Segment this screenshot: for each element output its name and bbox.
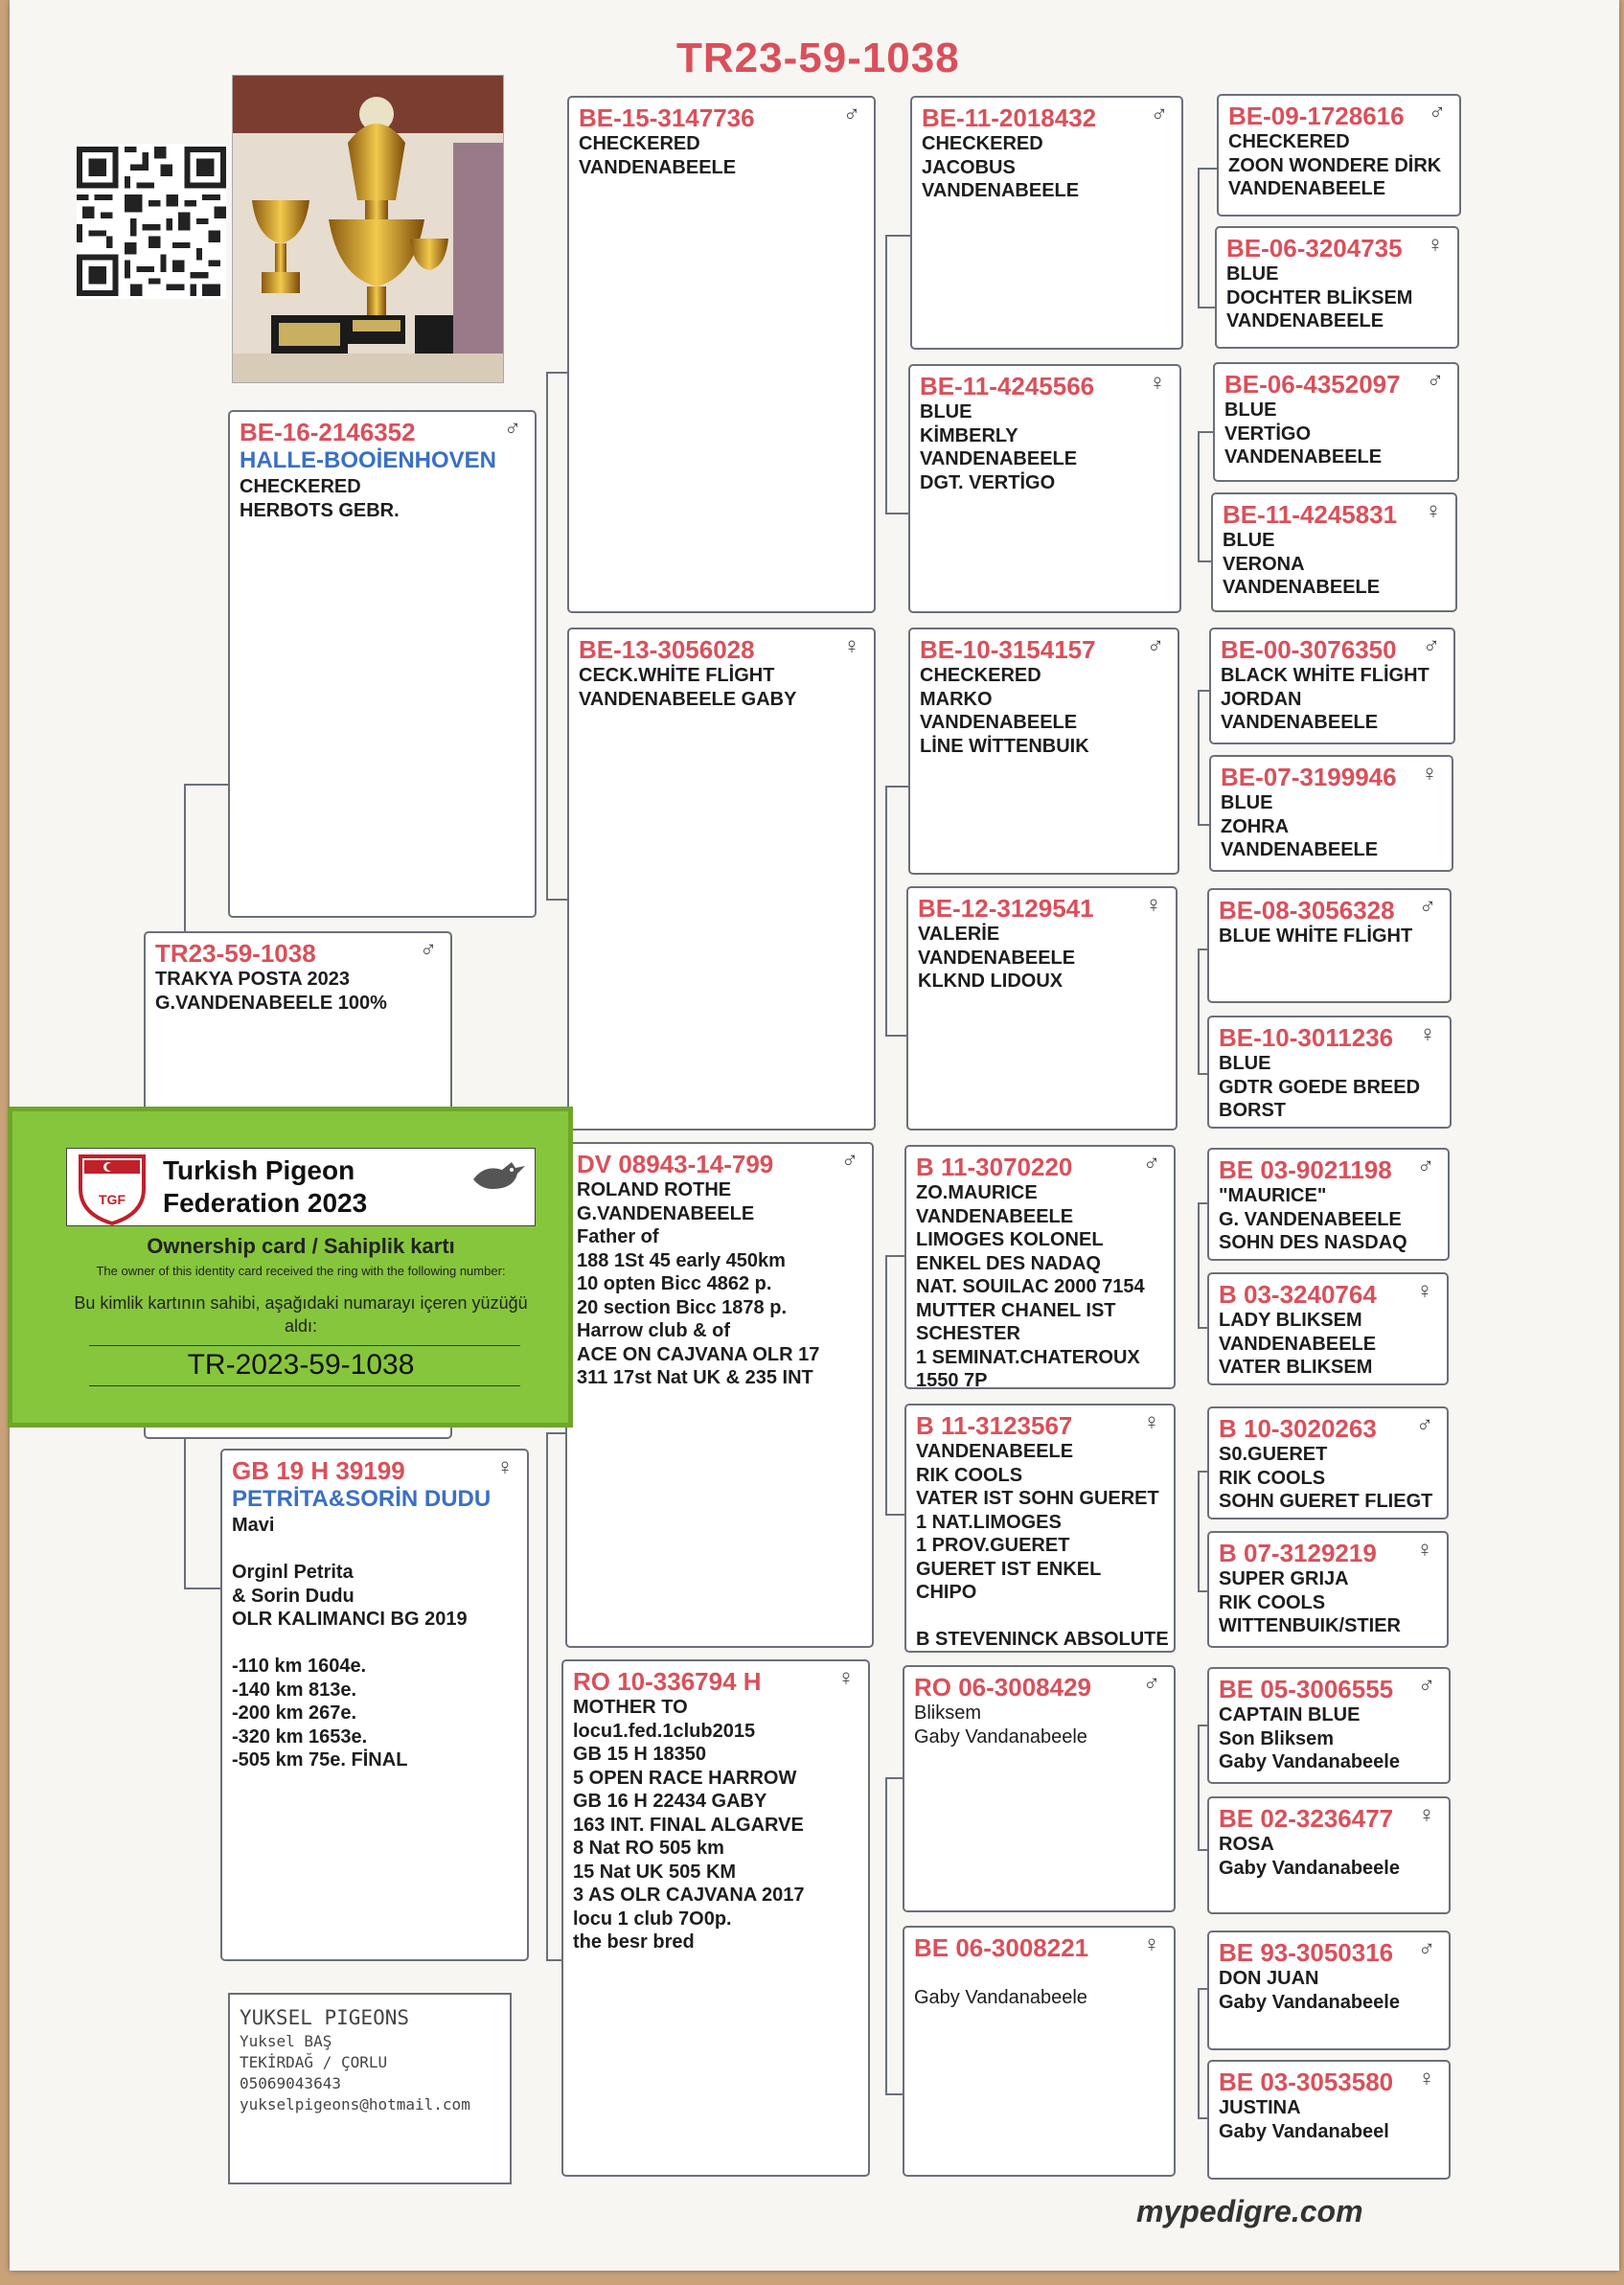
pigeon-card-gen3[interactable]	[908, 364, 1181, 613]
pigeon-card-gen4[interactable]	[1209, 755, 1453, 872]
pigeon-name: PETRİTA&SORİN DUDU	[232, 1486, 492, 1512]
male-icon: ♂	[1418, 1673, 1435, 1699]
pigeon-info: SOHN DES NASDAQ	[1219, 1232, 1407, 1253]
pigeon-info: LADY BLIKSEM	[1219, 1310, 1362, 1331]
pigeon-info: -505 km 75e. FİNAL	[232, 1749, 408, 1771]
ring-number: BE-09-1728616	[1228, 102, 1405, 130]
pigeon-card-gen2[interactable]	[567, 96, 876, 613]
pigeon-info: 1550 7P	[916, 1370, 988, 1389]
female-icon: ♀	[1149, 370, 1166, 396]
pigeon-card-gen4[interactable]	[1207, 1272, 1449, 1385]
ring-number: DV 08943-14-799	[577, 1150, 774, 1178]
pigeon-info: Harrow club & of	[577, 1320, 731, 1341]
ring-number: BE-10-3011236	[1219, 1023, 1394, 1052]
pigeon-info: JORDAN	[1221, 688, 1302, 710]
ownership-ring-number: TR-2023-59-1038	[187, 1349, 415, 1381]
pigeon-card-gen3[interactable]	[903, 1926, 1176, 2177]
pigeon-info: GDTR GOEDE BREED	[1219, 1076, 1421, 1098]
pigeon-info: 188 1St 45 early 450km	[577, 1249, 786, 1271]
pigeon-card-dam[interactable]	[220, 1449, 529, 1961]
breeder-line: Yuksel BAŞ	[240, 2032, 332, 2050]
pigeon-info: VANDENABEELE	[920, 712, 1078, 733]
pigeon-icon	[469, 1156, 527, 1195]
male-icon: ♂	[1147, 633, 1164, 659]
breeder-info	[228, 1993, 512, 2184]
trophy-photo	[232, 75, 504, 383]
pigeon-info: 8 Nat RO 505 km	[573, 1838, 724, 1859]
pigeon-info: VANDENABEELE	[922, 180, 1080, 201]
ownership-note-tr: Bu kimlik kartının sahibi, aşağıdaki numarayı içeren yüzüğü aldı:	[74, 1293, 528, 1336]
pigeon-info: VANDENABEELE	[1226, 310, 1384, 331]
ring-number: BE-10-3154157	[920, 635, 1096, 664]
pigeon-info: B STEVENINCK ABSOLUTE	[916, 1629, 1169, 1650]
pigeon-info: BLUE	[1221, 792, 1273, 813]
pigeon-card-gen4[interactable]	[1207, 1148, 1450, 1261]
ring-number: B 07-3129219	[1219, 1539, 1377, 1567]
pigeon-card-sire[interactable]	[228, 410, 537, 918]
federation-name	[163, 1154, 367, 1220]
pigeon-info: VANDENABEELE	[918, 947, 1076, 969]
breeder-line: yukselpigeons@hotmail.com	[240, 2095, 470, 2114]
pigeon-card-gen4[interactable]	[1209, 628, 1455, 744]
pigeon-info: ZOON WONDERE DİRK	[1228, 154, 1442, 176]
male-icon: ♂	[1416, 1412, 1433, 1438]
female-icon: ♀	[843, 633, 860, 659]
pigeon-info	[232, 1538, 517, 1562]
pigeon-info: DOCHTER BLİKSEM	[1226, 286, 1413, 308]
female-icon: ♀	[496, 1454, 514, 1480]
pigeon-card-gen3[interactable]	[903, 1665, 1176, 1912]
pigeon-info: VANDENABEELE	[916, 1441, 1074, 1462]
pigeon-info: VATER IST SOHN GUERET	[916, 1488, 1159, 1509]
pigeon-info: CHIPO	[916, 1582, 977, 1603]
ring-number: BE-12-3129541	[918, 894, 1094, 923]
pigeon-info: GB 15 H 18350	[573, 1744, 706, 1765]
pigeon-info: VATER BLIKSEM	[1219, 1357, 1373, 1378]
pigeon-card-gen4[interactable]	[1207, 1931, 1451, 2050]
pigeon-info: RIK COOLS	[916, 1464, 1023, 1486]
male-icon: ♂	[843, 102, 860, 127]
pigeon-card-gen4[interactable]	[1211, 492, 1457, 612]
pigeon-info: VANDENABEELE	[916, 1205, 1074, 1227]
pigeon-info: ROLAND ROTHE	[577, 1179, 732, 1200]
ring-number: BE-13-3056028	[579, 635, 755, 664]
male-icon: ♂	[1419, 894, 1436, 920]
pigeon-info: VANDENABEELE	[1221, 712, 1379, 733]
ownership-heading: Ownership card / Sahiplik kartı	[147, 1234, 455, 1258]
pigeon-info: TRAKYA POSTA 2023	[155, 969, 351, 990]
pigeon-name: HALLE-BOOİENHOVEN	[240, 447, 497, 473]
pigeon-info: RIK COOLS	[1219, 1591, 1326, 1613]
pigeon-info: VANDENABEELE GABY	[579, 688, 797, 710]
pigeon-info: KLKND LIDOUX	[918, 971, 1064, 992]
pigeon-info: Father of	[577, 1226, 659, 1247]
page-title: TR23-59-1038	[676, 34, 960, 81]
pigeon-info: VERTİGO	[1224, 423, 1312, 445]
pigeon-info: "MAURICE"	[1219, 1185, 1327, 1206]
male-icon: ♂	[1417, 1154, 1434, 1179]
pigeon-info: 15 Nat UK 505 KM	[573, 1861, 737, 1883]
ring-number: BE-11-4245831	[1223, 500, 1398, 529]
female-icon: ♀	[1427, 232, 1444, 258]
pigeon-info: 311 17st Nat UK & 235 INT	[577, 1367, 813, 1388]
ring-number: BE-00-3076350	[1221, 635, 1397, 664]
ring-number: BE-11-4245566	[920, 372, 1095, 400]
ring-number: B 10-3020263	[1219, 1414, 1377, 1443]
male-icon: ♂	[1151, 102, 1168, 127]
ring-number: GB 19 H 39199	[232, 1456, 405, 1485]
pigeon-info: Orginl Petrita	[232, 1562, 354, 1583]
pigeon-info: CAPTAIN BLUE	[1219, 1704, 1361, 1725]
pigeon-info: locu 1 club 7O0p.	[573, 1908, 732, 1930]
ring-number: BE 03-9021198	[1219, 1155, 1392, 1184]
pigeon-info: 163 INT. FINAL ALGARVE	[573, 1814, 804, 1836]
pigeon-info: 20 section Bicc 1878 p.	[577, 1296, 788, 1318]
ring-number: BE-06-4352097	[1224, 370, 1401, 399]
male-icon: ♂	[1427, 368, 1444, 394]
ring-number: BE-16-2146352	[240, 418, 416, 446]
female-icon: ♀	[1145, 892, 1162, 918]
pigeon-info: BLUE	[1224, 400, 1277, 421]
pigeon-info: BLUE	[920, 401, 972, 423]
female-icon: ♀	[1416, 1537, 1433, 1563]
ring-number: B 11-3123567	[916, 1411, 1073, 1440]
pigeon-info: -200 km 267e.	[232, 1702, 357, 1724]
pigeon-info: ACE ON CAJVANA OLR 17	[577, 1343, 820, 1365]
female-icon: ♀	[1418, 1802, 1435, 1828]
pigeon-info: JACOBUS	[922, 156, 1016, 178]
female-icon: ♀	[1421, 761, 1438, 787]
pigeon-info: CHECKERED	[922, 133, 1043, 154]
pigeon-card-gen4[interactable]	[1215, 226, 1459, 349]
pigeon-info: Gaby Vandanabeele	[1219, 1857, 1400, 1879]
male-icon: ♂	[1429, 100, 1446, 126]
pigeon-info: Gaby Vandanabeele	[1219, 1991, 1400, 2013]
tgf-logo-icon	[71, 1151, 153, 1225]
pigeon-info: GUERET IST ENKEL	[916, 1558, 1102, 1580]
pigeon-card-gen4[interactable]	[1207, 1667, 1451, 1784]
pigeon-card-gen4[interactable]	[1207, 1406, 1449, 1520]
pigeon-info: BLUE WHİTE FLİGHT	[1219, 925, 1413, 947]
female-icon: ♀	[1416, 1278, 1433, 1304]
pigeon-info: Gaby Vandanabeele	[914, 1725, 1087, 1748]
male-icon: ♂	[1143, 1151, 1160, 1177]
pigeon-card-gen3[interactable]	[904, 1404, 1176, 1653]
ring-number: BE-06-3204735	[1226, 234, 1403, 263]
pigeon-info: HERBOTS GEBR.	[240, 499, 400, 521]
pigeon-info: OLR KALIMANCI BG 2019	[232, 1609, 468, 1630]
pigeon-info: -110 km 1604e.	[232, 1656, 367, 1677]
pigeon-info: VANDENABEELE	[1221, 839, 1379, 860]
pigeon-card-gen4[interactable]	[1207, 1796, 1451, 1914]
pigeon-info: MUTTER CHANEL IST	[916, 1299, 1116, 1321]
pigeon-info: BLUE	[1223, 530, 1275, 551]
pigeon-info: G.VANDENABEELE	[577, 1202, 755, 1224]
pigeon-info: GB 16 H 22434 GABY	[573, 1791, 767, 1812]
pigeon-card-gen2[interactable]	[567, 628, 876, 1131]
pigeon-info: ENKEL DES NADAQ	[916, 1252, 1101, 1274]
pigeon-info: JUSTINA	[1219, 2097, 1301, 2118]
pigeon-info: WITTENBUIK/STIER	[1219, 1615, 1401, 1636]
federation-line: Turkish Pigeon	[163, 1155, 355, 1185]
ownership-note-en: The owner of this identity card received the ring with the following number:	[96, 1264, 506, 1278]
pigeon-card-gen3[interactable]	[904, 1145, 1176, 1389]
pigeon-info: VANDENABEELE	[1223, 577, 1381, 598]
federation-header	[66, 1148, 536, 1226]
pigeon-card-gen3[interactable]	[906, 886, 1178, 1131]
pigeon-info: -140 km 813e.	[232, 1679, 357, 1701]
pigeon-info: 3 AS OLR CAJVANA 2017	[573, 1885, 805, 1906]
pigeon-info: VANDENABEELE	[1224, 446, 1383, 468]
pigeon-info: DON JUAN	[1219, 1968, 1319, 1989]
ring-number: RO 06-3008429	[914, 1673, 1092, 1702]
pigeon-info: 1 PROV.GUERET	[916, 1535, 1070, 1556]
pigeon-card-gen4[interactable]	[1213, 362, 1459, 482]
pigeon-info: ZO.MAURICE	[916, 1182, 1038, 1203]
female-icon: ♀	[1143, 1931, 1160, 1957]
pigeon-info: Son Bliksem	[1219, 1727, 1335, 1749]
pigeon-info: CHECKERED	[1228, 131, 1350, 152]
pigeon-info: locu1.fed.1club2015	[573, 1720, 756, 1742]
female-icon: ♀	[1143, 1409, 1160, 1435]
ring-number: BE 05-3006555	[1219, 1675, 1394, 1703]
pigeon-info: 1 NAT.LIMOGES	[916, 1511, 1062, 1533]
pigeon-card-gen4[interactable]	[1207, 1016, 1452, 1129]
ring-number: BE 02-3236477	[1219, 1804, 1394, 1833]
male-icon: ♂	[420, 937, 437, 963]
pigeon-info: -320 km 1653e.	[232, 1725, 368, 1748]
pigeon-info: G. VANDENABEELE	[1219, 1208, 1402, 1230]
pigeon-info	[916, 1605, 1164, 1629]
pigeon-card-gen4[interactable]	[1207, 1531, 1449, 1648]
pigeon-info: RIK COOLS	[1219, 1467, 1326, 1489]
female-icon: ♀	[1425, 498, 1442, 524]
pigeon-info: 10 opten Bicc 4862 p.	[577, 1273, 772, 1294]
tgf-logo-text: TGF	[99, 1192, 126, 1207]
pigeon-info: NAT. SOUILAC 2000 7154	[916, 1276, 1145, 1297]
pigeon-card-gen3[interactable]	[910, 96, 1183, 350]
pigeon-info: CECK.WHİTE FLİGHT	[579, 665, 775, 686]
male-icon: ♂	[504, 416, 521, 442]
pigeon-info	[914, 1962, 1164, 1986]
ring-number: BE 93-3050316	[1219, 1938, 1394, 1967]
pigeon-info: BLUE	[1226, 263, 1279, 285]
female-icon: ♀	[1419, 1021, 1436, 1047]
pigeon-info: MARKO	[920, 688, 993, 710]
breeder-line: TEKİRDAĞ / ÇORLU	[240, 2053, 388, 2071]
pigeon-info: Bliksem	[914, 1702, 982, 1724]
pigeon-info: ZOHRA	[1221, 815, 1290, 837]
pigeon-info: CHECKERED	[579, 133, 700, 154]
male-icon: ♂	[841, 1148, 858, 1174]
male-icon: ♂	[1143, 1671, 1160, 1697]
male-icon: ♂	[1423, 633, 1440, 659]
pigeon-info: VERONA	[1223, 553, 1305, 575]
breeder-line: 05069043643	[240, 2074, 341, 2092]
ring-number: RO 10-336794 H	[573, 1667, 762, 1696]
pigeon-info: KİMBERLY	[920, 424, 1018, 446]
pigeon-info: & Sorin Dudu	[232, 1585, 355, 1607]
pigeon-card-gen4[interactable]	[1207, 2060, 1451, 2180]
pigeon-card-gen2[interactable]	[565, 1142, 874, 1648]
pigeon-card-gen4[interactable]	[1207, 888, 1452, 1003]
ring-number: B 03-3240764	[1219, 1280, 1377, 1309]
pigeon-info: MOTHER TO	[573, 1697, 688, 1718]
ring-number: BE-08-3056328	[1219, 896, 1395, 925]
pigeon-info: LİNE WİTTENBUIK	[920, 735, 1089, 757]
pigeon-info: G.VANDENABEELE 100%	[155, 992, 387, 1014]
pigeon-info: VANDENABEELE	[920, 448, 1078, 469]
pigeon-info: Gaby Vandanabeele	[914, 1986, 1087, 2008]
pigeon-info: S0.GUERET	[1219, 1444, 1328, 1465]
pigeon-info: BLUE	[1219, 1053, 1271, 1074]
pigeon-info: CHECKERED	[240, 476, 361, 497]
ring-number: BE-07-3199946	[1221, 763, 1397, 791]
pigeon-info: BORST	[1219, 1100, 1286, 1121]
site-logo[interactable]: mypedigre.com	[1136, 2194, 1363, 2228]
male-icon: ♂	[1418, 1936, 1435, 1962]
pigeon-info: Mavi	[232, 1515, 275, 1536]
pigeon-info: SCHESTER	[916, 1323, 1020, 1344]
ring-number: B 11-3070220	[916, 1153, 1073, 1181]
pigeon-info: VANDENABEELE	[579, 156, 737, 178]
pigeon-info: VANDENABEELE	[1219, 1333, 1377, 1355]
pigeon-info: SOHN GUERET FLIEGT	[1219, 1491, 1433, 1512]
pigeon-card-gen4[interactable]	[1217, 94, 1461, 217]
ring-number: BE-15-3147736	[579, 103, 755, 132]
ring-number: TR23-59-1038	[155, 939, 316, 968]
pigeon-card-gen3[interactable]	[908, 628, 1179, 875]
pigeon-info: ROSA	[1219, 1834, 1274, 1855]
pigeon-info: Gaby Vandanabeel	[1219, 2120, 1389, 2142]
pigeon-card-gen2[interactable]	[561, 1659, 870, 2177]
ring-number: BE 06-3008221	[914, 1933, 1089, 1962]
pigeon-info: VALERİE	[918, 924, 1000, 945]
ownership-card	[8, 1107, 573, 1428]
qr-code-icon	[77, 144, 226, 299]
ring-number: BE-11-2018432	[922, 103, 1097, 132]
pigeon-info: SUPER GRIJA	[1219, 1568, 1349, 1589]
female-icon: ♀	[1418, 2066, 1435, 2091]
pigeon-info: LIMOGES KOLONEL	[916, 1229, 1104, 1250]
breeder-title: YUKSEL PIGEONS	[240, 2006, 410, 2029]
pigeon-info	[232, 1632, 517, 1656]
pigeon-info: CHECKERED	[920, 665, 1041, 686]
ring-number: BE 03-3053580	[1219, 2068, 1394, 2096]
female-icon: ♀	[837, 1665, 855, 1691]
pigeon-info: BLACK WHİTE FLİGHT	[1221, 665, 1430, 686]
pigeon-info: Gaby Vandanabeele	[1219, 1751, 1400, 1772]
pigeon-info: DGT. VERTİGO	[920, 471, 1056, 493]
pigeon-info: the besr bred	[573, 1931, 695, 1953]
pigeon-info: 1 SEMINAT.CHATEROUX	[916, 1346, 1140, 1368]
pigeon-info: 5 OPEN RACE HARROW	[573, 1767, 797, 1789]
pigeon-info: VANDENABEELE	[1228, 178, 1386, 199]
federation-line: Federation 2023	[163, 1188, 368, 1218]
